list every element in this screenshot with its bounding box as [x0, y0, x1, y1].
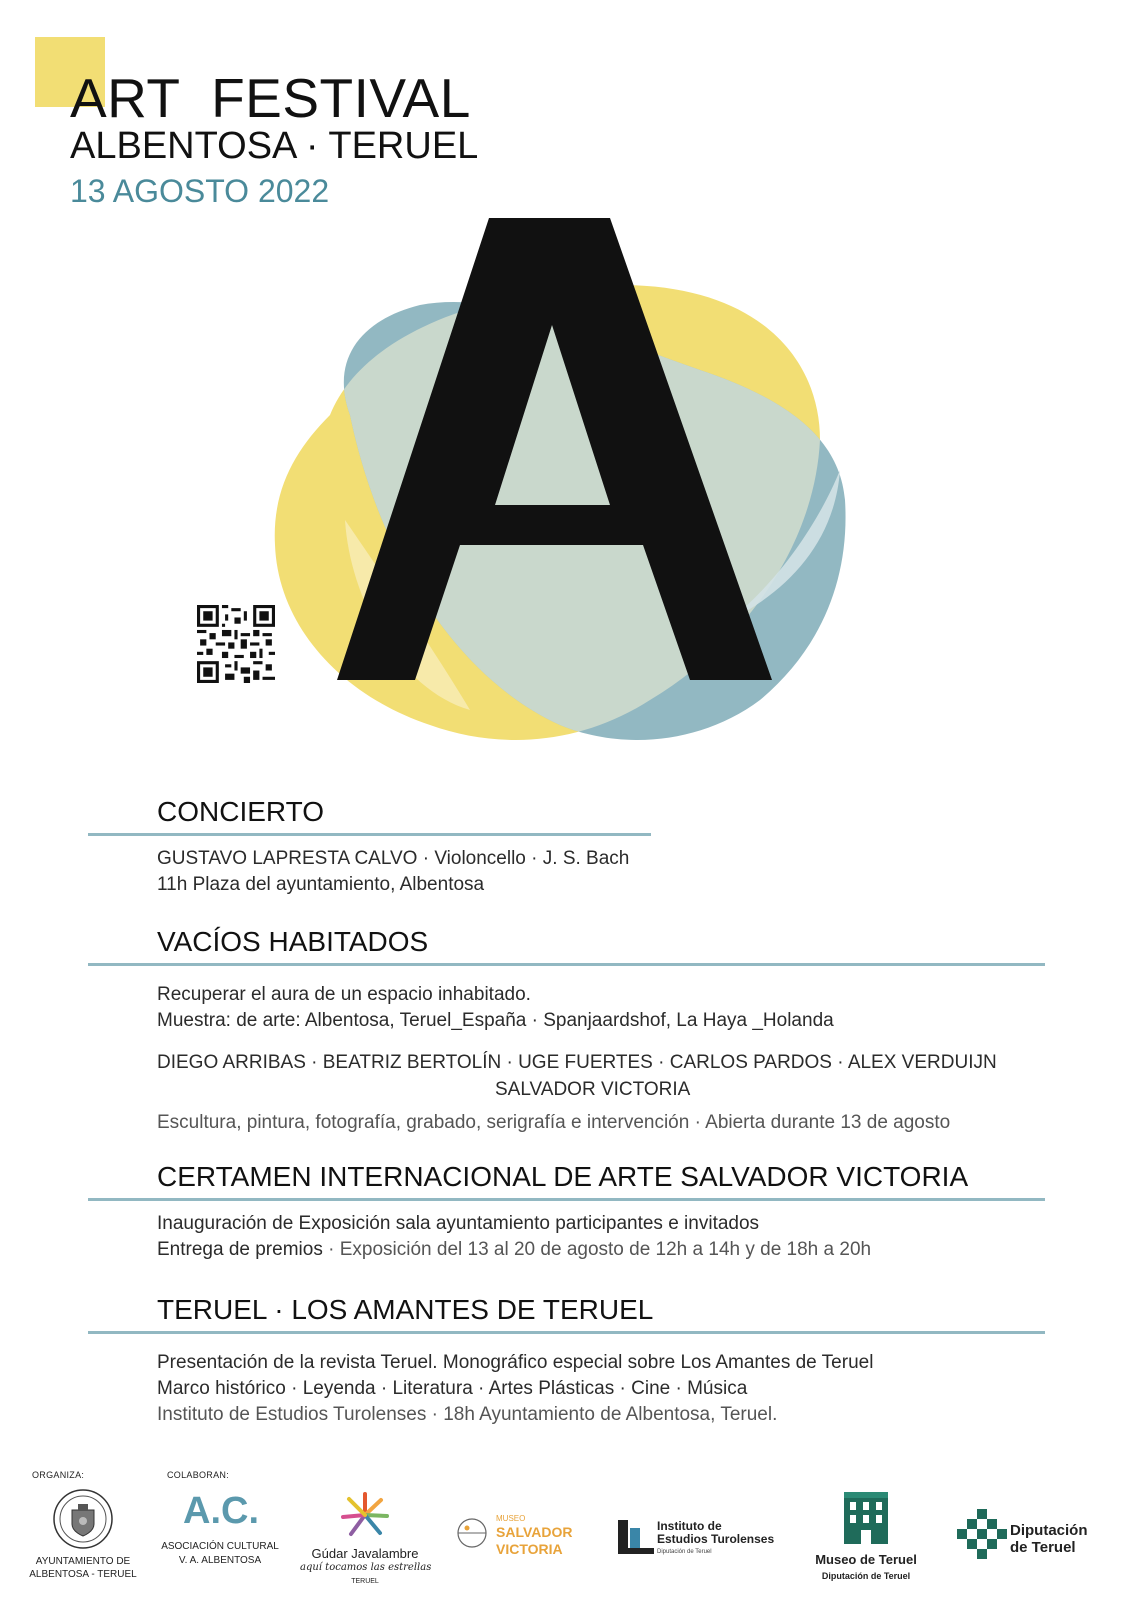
festival-title: ART FESTIVAL	[70, 67, 471, 129]
iet-sub: Diputación de Teruel	[657, 1549, 712, 1555]
teruel-venue: Instituto de Estudios Turolenses · 18h Ayuntamiento de Albentosa, Teruel.	[157, 1404, 778, 1425]
iet-line1: Instituto de	[657, 1519, 722, 1533]
premios-label: Entrega de premios	[157, 1239, 323, 1260]
teruel-topics: Marco histórico · Leyenda · Literatura · Artes Plásticas · Cine · Música	[157, 1378, 748, 1399]
festival-date: 13 AGOSTO 2022	[70, 173, 330, 209]
museo-teruel-sub: Diputación de Teruel	[821, 1571, 911, 1581]
vacios-artists: DIEGO ARRIBAS · BEATRIZ BERTOLÍN · UGE FUERTES · CARLOS PARDOS · ALEX VERDUIJN	[157, 1052, 997, 1073]
gudar-sub: TERUEL	[351, 1578, 379, 1585]
ayto-line2: ALBENTOSA - TERUEL	[29, 1569, 137, 1580]
vacios-exhibition: Muestra: de arte: Albentosa, Teruel_España · Spanjaardshof, La Haya _Holanda	[157, 1010, 834, 1031]
festival-logo-art	[0, 0, 1132, 780]
vacios-artist-salvador: SALVADOR VICTORIA	[495, 1079, 691, 1100]
museo-salvador-victoria-icon	[455, 1516, 489, 1550]
teruel-presentacion: Presentación de la revista Teruel. Monográfico especial sobre Los Amantes de Teruel	[157, 1352, 874, 1373]
vacios-disciplines: Escultura, pintura, fotografía, grabado, serigrafía e intervención · Abierta durante 13 de agosto	[157, 1112, 951, 1133]
museo-sv-small: MUSEO	[496, 1514, 526, 1523]
premios-schedule: · Exposición del 13 al 20 de agosto de 12h a 14h y de 18h a 20h	[322, 1239, 872, 1260]
teruel-divider	[88, 1331, 1045, 1334]
teruel-heading: TERUEL · LOS AMANTES DE TERUEL	[157, 1294, 654, 1325]
museo-teruel-name: Museo de Teruel	[815, 1552, 917, 1567]
museo-sv-line2: VICTORIA	[496, 1541, 563, 1557]
colaboran-label: COLABORAN:	[167, 1470, 230, 1480]
albentosa-seal-logo	[52, 1488, 114, 1550]
concierto-performer: GUSTAVO LAPRESTA CALVO · Violoncello · J. S. Bach	[157, 848, 630, 869]
iet-logo-icon	[616, 1518, 654, 1556]
concierto-heading: CONCIERTO	[157, 796, 324, 827]
ac-line2: V. A. ALBENTOSA	[178, 1555, 262, 1566]
concierto-location: 11h Plaza del ayuntamiento, Albentosa	[157, 874, 485, 895]
iet-line2: Estudios Turolenses	[657, 1532, 775, 1546]
diputacion-line1: Diputación	[1010, 1522, 1088, 1539]
diputacion-teruel-pixel-logo	[957, 1509, 1007, 1559]
organiza-label: ORGANIZA:	[32, 1470, 85, 1480]
vacios-divider	[88, 963, 1045, 966]
ayto-line1: AYUNTAMIENTO DE	[35, 1556, 131, 1567]
vacios-description: Recuperar el aura de un espacio inhabitado.	[157, 984, 531, 1005]
certamen-heading: CERTAMEN INTERNACIONAL DE ARTE SALVADOR VICTORIA	[157, 1161, 969, 1192]
museo-sv-line1: SALVADOR	[496, 1524, 573, 1540]
festival-location: ALBENTOSA · TERUEL	[70, 125, 479, 167]
gudar-name: Gúdar Javalambre	[311, 1546, 419, 1561]
certamen-divider	[88, 1198, 1045, 1201]
museo-teruel-building-icon	[840, 1488, 892, 1548]
certamen-premios	[157, 1237, 871, 1263]
ac-logo: A.C.	[183, 1490, 259, 1532]
ac-line1: ASOCIACIÓN CULTURAL	[161, 1541, 279, 1552]
diputacion-line2: de Teruel	[1010, 1539, 1076, 1556]
gudar-tagline: aquí tocamos las estrellas	[300, 1562, 432, 1573]
gudar-javalambre-star-logo	[339, 1490, 391, 1540]
vacios-heading: VACÍOS HABITADOS	[157, 926, 429, 957]
qr-code[interactable]	[197, 605, 275, 683]
certamen-inauguracion: Inauguración de Exposición sala ayuntamiento participantes e invitados	[157, 1213, 760, 1234]
concierto-divider	[88, 833, 651, 836]
